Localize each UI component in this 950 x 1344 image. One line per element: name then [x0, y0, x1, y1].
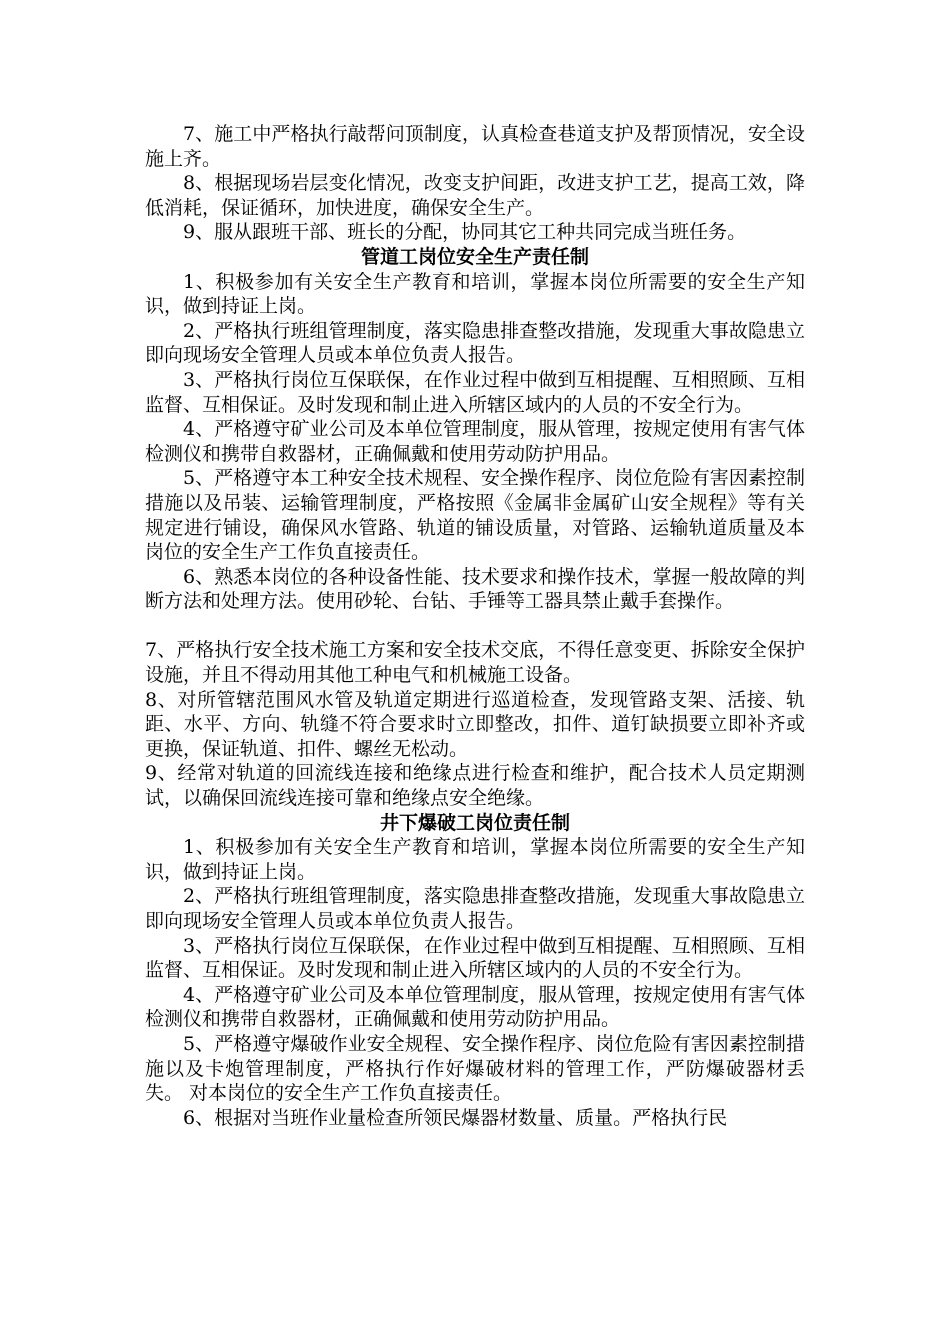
paragraph-pipe-4: 4、严格遵守矿业公司及本单位管理制度，服从管理，按规定使用有害气体检测仪和携带自救器材，正确佩戴和使用劳动防护用品。	[145, 418, 805, 465]
blank-line	[145, 614, 805, 639]
paragraph-pipe-8: 8、对所管辖范围风水管及轨道定期进行巡道检查，发现管路支架、活接、轨距、水平、方向、轨缝不符合要求时立即整改，扣件、道钉缺损要立即补齐或更换，保证轨道、扣件、螺丝无松动。	[145, 688, 805, 760]
paragraph-blast-2: 2、严格执行班组管理制度，落实隐患排查整改措施，发现重大事故隐患立即向现场安全管理人员或本单位负责人报告。	[145, 885, 805, 932]
paragraph-pipe-2: 2、严格执行班组管理制度，落实隐患排查整改措施，发现重大事故隐患立即向现场安全管理人员或本单位负责人报告。	[145, 319, 805, 367]
paragraph-pipe-3: 3、严格执行岗位互保联保，在作业过程中做到互相提醒、互相照顾、互相监督、互相保证。及时发现和制止进入所辖区域内的人员的不安全行为。	[145, 368, 805, 416]
paragraph-intro-7: 7、施工中严格执行敲帮问顶制度，认真检查巷道支护及帮顶情况，安全设施上齐。	[145, 123, 805, 170]
paragraph-intro-9: 9、服从跟班干部、班长的分配，协同其它工种共同完成当班任务。	[183, 221, 747, 244]
paragraph-pipe-1: 1、积极参加有关安全生产教育和培训，掌握本岗位所需要的安全生产知识，做到持证上岗。	[145, 270, 805, 318]
paragraph-blast-1: 1、积极参加有关安全生产教育和培训，掌握本岗位所需要的安全生产知识，做到持证上岗。	[145, 836, 805, 883]
document-page	[145, 122, 805, 1130]
paragraph-pipe-9: 9、经常对轨道的回流线连接和绝缘点进行检查和维护，配合技术人员定期测试，以确保回流线连接可靠和绝缘点安全绝缘。	[145, 762, 805, 810]
section-title-pipe-worker: 管道工岗位安全生产责任制	[360, 245, 589, 268]
section-title-blaster: 井下爆破工岗位责任制	[379, 811, 570, 834]
paragraph-blast-3: 3、严格执行岗位互保联保，在作业过程中做到互相提醒、互相照顾、互相监督、互相保证。及时发现和制止进入所辖区域内的人员的不安全行为。	[145, 934, 805, 982]
paragraph-pipe-7: 7、严格执行安全技术施工方案和安全技术交底，不得任意变更、拆除安全保护设施，并且不得动用其他工种电气和机械施工设备。	[145, 639, 805, 687]
paragraph-intro-8: 8、根据现场岩层变化情况，改变支护间距，改进支护工艺，提高工效，降低消耗，保证循环，加快进度，确保安全生产。	[145, 172, 805, 219]
paragraph-blast-6: 6、根据对当班作业量检查所领民爆器材数量、质量。严格执行民	[183, 1106, 728, 1129]
paragraph-blast-4: 4、严格遵守矿业公司及本单位管理制度，服从管理，按规定使用有害气体检测仪和携带自救器材，正确佩戴和使用劳动防护用品。	[145, 983, 805, 1031]
paragraph-pipe-5: 5、严格遵守本工种安全技术规程、安全操作程序、岗位危险有害因素控制措施以及吊装、运输管理制度，严格按照《金属非金属矿山安全规程》等有关规定进行铺设，确保风水管路、轨道的铺设质量，对管路、运输轨道质量及本岗位的安全生产工作负直接责任。	[145, 467, 805, 564]
paragraph-pipe-6: 6、熟悉本岗位的各种设备性能、技术要求和操作技术，掌握一般故障的判断方法和处理方法。使用砂轮、台钻、手锤等工器具禁止戴手套操作。	[145, 565, 805, 613]
paragraph-blast-5: 5、严格遵守爆破作业安全规程、安全操作程序、岗位危险有害因素控制措施以及卡炮管理制度，严格执行作好爆破材料的管理工作，严防爆破器材丢失。 对本岗位的安全生产工作负直接责任。	[145, 1032, 805, 1105]
